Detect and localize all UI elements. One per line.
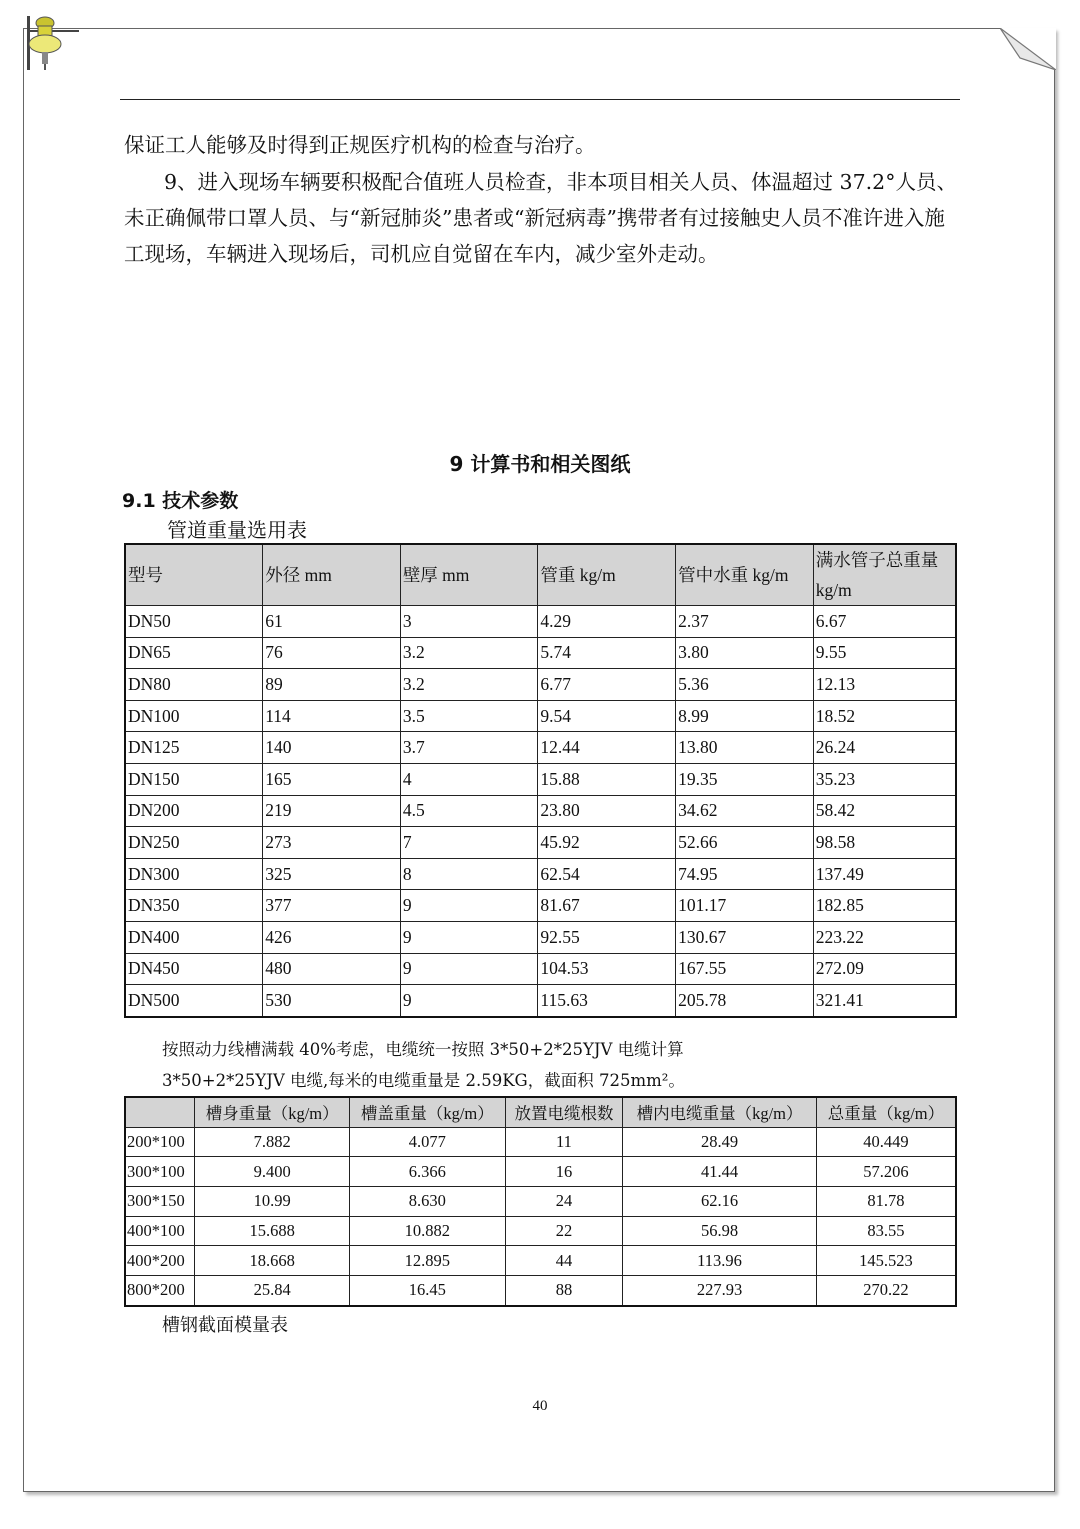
table-cell: 57.206	[816, 1157, 956, 1187]
table-cell: 300*150	[125, 1187, 195, 1217]
table-cell: 270.22	[816, 1276, 956, 1306]
table-cell: 400*100	[125, 1216, 195, 1246]
table-cell: 24	[505, 1187, 623, 1217]
table-cell: 81.78	[816, 1187, 956, 1217]
table-cell: 113.96	[623, 1246, 817, 1276]
subsection-title: 9.1 技术参数	[122, 490, 239, 512]
table-cell: 140	[263, 732, 401, 764]
table-cell: DN125	[125, 732, 263, 764]
table-row	[125, 637, 956, 669]
table-cell: 7	[400, 827, 538, 859]
page-curl-icon	[1000, 28, 1056, 70]
table-cell: 7.882	[195, 1127, 350, 1157]
table-cell: 12.44	[538, 732, 676, 764]
paragraph-first: 保证工人能够及时得到正规医疗机构的检查与治疗。	[124, 133, 596, 157]
table-cell: 19.35	[676, 763, 814, 795]
table-row	[125, 1187, 956, 1217]
column-header: 壁厚 mm	[400, 544, 538, 606]
paragraph-second: 9、进入现场车辆要积极配合值班人员检查，非本项目相关人员、体温超过 37.2°人员、未正确佩带口罩人员、与“新冠肺炎”患者或“新冠病毒”携带者有过接触史人员不准许进入施工现场，车辆进入现场后，司机应自觉留在车内，减少室外走动。	[124, 170, 957, 266]
column-header: 管中水重 kg/m	[676, 544, 814, 606]
section-title: 9 计算书和相关图纸	[449, 452, 631, 476]
table-cell: 12.895	[349, 1246, 505, 1276]
channel-steel-caption: 槽钢截面模量表	[162, 1315, 288, 1336]
table-cell: 165	[263, 763, 401, 795]
table-cell: 480	[263, 953, 401, 985]
table-cell: DN450	[125, 953, 263, 985]
table-cell: 11	[505, 1127, 623, 1157]
table-cell: 4.5	[400, 795, 538, 827]
table-cell: 400*200	[125, 1246, 195, 1276]
table-cell: 83.55	[816, 1216, 956, 1246]
table-cell: 22	[505, 1216, 623, 1246]
table-row	[125, 669, 956, 701]
table-cell: 219	[263, 795, 401, 827]
table-cell: 92.55	[538, 921, 676, 953]
table-cell: 3.80	[676, 637, 814, 669]
table-cell: 28.49	[623, 1127, 817, 1157]
table-cell: 9	[400, 985, 538, 1017]
table-cell: 81.67	[538, 890, 676, 922]
table-row	[125, 890, 956, 922]
table-cell: 15.88	[538, 763, 676, 795]
table-cell: 9.400	[195, 1157, 350, 1187]
column-header: 管重 kg/m	[538, 544, 676, 606]
table-cell: 8.99	[676, 700, 814, 732]
table-cell: 8	[400, 858, 538, 890]
table-cell: 104.53	[538, 953, 676, 985]
table-row	[125, 827, 956, 859]
table-cell: 4	[400, 763, 538, 795]
pushpin-icon	[25, 12, 85, 72]
table-cell: 167.55	[676, 953, 814, 985]
table-cell: 15.688	[195, 1216, 350, 1246]
table-cell: 56.98	[623, 1216, 817, 1246]
table-cell: 12.13	[813, 669, 956, 701]
table-cell: 58.42	[813, 795, 956, 827]
table-cell: 130.67	[676, 921, 814, 953]
table-cell: DN80	[125, 669, 263, 701]
table-cell: 6.77	[538, 669, 676, 701]
table-cell: 18.668	[195, 1246, 350, 1276]
column-header: 槽身重量（kg/m）	[195, 1097, 350, 1127]
table-cell: 76	[263, 637, 401, 669]
table-header-row	[125, 544, 956, 606]
table-cell: DN250	[125, 827, 263, 859]
column-header: 总重量（kg/m）	[816, 1097, 956, 1127]
column-header: 满水管子总重量 kg/m	[813, 544, 956, 606]
table-cell: 223.22	[813, 921, 956, 953]
column-header: 放置电缆根数	[505, 1097, 623, 1127]
table-cell: DN65	[125, 637, 263, 669]
table-cell: 2.37	[676, 606, 814, 638]
table-cell: 10.99	[195, 1187, 350, 1217]
table-cell: 34.62	[676, 795, 814, 827]
table-cell: 5.36	[676, 669, 814, 701]
table-cell: 115.63	[538, 985, 676, 1017]
table-cell: DN150	[125, 763, 263, 795]
table-cell: 205.78	[676, 985, 814, 1017]
table-cell: 18.52	[813, 700, 956, 732]
table-row	[125, 1246, 956, 1276]
table-cell: 4.29	[538, 606, 676, 638]
table-row	[125, 858, 956, 890]
table-cell: 3.5	[400, 700, 538, 732]
table-cell: 25.84	[195, 1276, 350, 1306]
table-cell: 16	[505, 1157, 623, 1187]
table-cell: 145.523	[816, 1246, 956, 1276]
table-row	[125, 985, 956, 1017]
table-cell: 41.44	[623, 1157, 817, 1187]
table-cell: 137.49	[813, 858, 956, 890]
table-cell: DN100	[125, 700, 263, 732]
table-cell: 3.2	[400, 637, 538, 669]
table-cell: 426	[263, 921, 401, 953]
pipe-table-caption: 管道重量选用表	[167, 518, 307, 542]
table-row	[125, 763, 956, 795]
table-cell: 3.2	[400, 669, 538, 701]
table-row	[125, 1216, 956, 1246]
table-cell: 26.24	[813, 732, 956, 764]
table-cell: 227.93	[623, 1276, 817, 1306]
table-cell: 74.95	[676, 858, 814, 890]
table-cell: DN50	[125, 606, 263, 638]
table-cell: 6.366	[349, 1157, 505, 1187]
table-row	[125, 732, 956, 764]
table-cell: 182.85	[813, 890, 956, 922]
table-cell: 89	[263, 669, 401, 701]
table-cell: 3.7	[400, 732, 538, 764]
cable-note-line2: 3*50+2*25YJV 电缆,每米的电缆重量是 2.59KG，截面积 725mm²。	[162, 1071, 685, 1090]
table-cell: 35.23	[813, 763, 956, 795]
table-cell: 101.17	[676, 890, 814, 922]
table-cell: 114	[263, 700, 401, 732]
table-cell: DN350	[125, 890, 263, 922]
pipe-weight-table	[124, 543, 957, 1018]
cable-note-line1: 按照动力线槽满载 40%考虑，电缆统一按照 3*50+2*25YJV 电缆计算	[162, 1040, 684, 1059]
table-cell: 62.54	[538, 858, 676, 890]
table-cell: DN200	[125, 795, 263, 827]
table-cell: 6.67	[813, 606, 956, 638]
table-row	[125, 1127, 956, 1157]
table-cell: 40.449	[816, 1127, 956, 1157]
table-cell: 325	[263, 858, 401, 890]
table-cell: 16.45	[349, 1276, 505, 1306]
table-cell: 4.077	[349, 1127, 505, 1157]
column-header: 外径 mm	[263, 544, 401, 606]
table-cell: 9	[400, 953, 538, 985]
table-row	[125, 700, 956, 732]
table-cell: 61	[263, 606, 401, 638]
table-cell: 3	[400, 606, 538, 638]
table-cell: 10.882	[349, 1216, 505, 1246]
table-cell: 8.630	[349, 1187, 505, 1217]
table-cell: 52.66	[676, 827, 814, 859]
page-number: 40	[532, 1398, 548, 1414]
table-cell: 23.80	[538, 795, 676, 827]
table-cell: 377	[263, 890, 401, 922]
table-cell: 321.41	[813, 985, 956, 1017]
table-cell: 5.74	[538, 637, 676, 669]
table-row	[125, 921, 956, 953]
table-cell: DN500	[125, 985, 263, 1017]
table-cell: 273	[263, 827, 401, 859]
table-cell: DN400	[125, 921, 263, 953]
table-cell: 800*200	[125, 1276, 195, 1306]
column-header: 槽内电缆重量（kg/m）	[623, 1097, 817, 1127]
table-cell: 9	[400, 890, 538, 922]
table-cell: 530	[263, 985, 401, 1017]
cable-tray-weight-table	[124, 1096, 957, 1307]
table-cell: 98.58	[813, 827, 956, 859]
column-header: 型号	[125, 544, 263, 606]
table-cell: 9	[400, 921, 538, 953]
table-row	[125, 606, 956, 638]
table-row	[125, 1276, 956, 1306]
table-cell: 200*100	[125, 1127, 195, 1157]
table-row	[125, 1157, 956, 1187]
table-row	[125, 795, 956, 827]
table-cell: 44	[505, 1246, 623, 1276]
table-cell: 9.54	[538, 700, 676, 732]
column-header: 槽盖重量（kg/m）	[349, 1097, 505, 1127]
table-cell: 88	[505, 1276, 623, 1306]
table-cell: 272.09	[813, 953, 956, 985]
column-header	[125, 1097, 195, 1127]
table-header-row	[125, 1097, 956, 1127]
table-cell: DN300	[125, 858, 263, 890]
table-cell: 45.92	[538, 827, 676, 859]
table-cell: 62.16	[623, 1187, 817, 1217]
table-cell: 9.55	[813, 637, 956, 669]
header-rule	[120, 99, 960, 100]
table-row	[125, 953, 956, 985]
table-cell: 300*100	[125, 1157, 195, 1187]
table-cell: 13.80	[676, 732, 814, 764]
